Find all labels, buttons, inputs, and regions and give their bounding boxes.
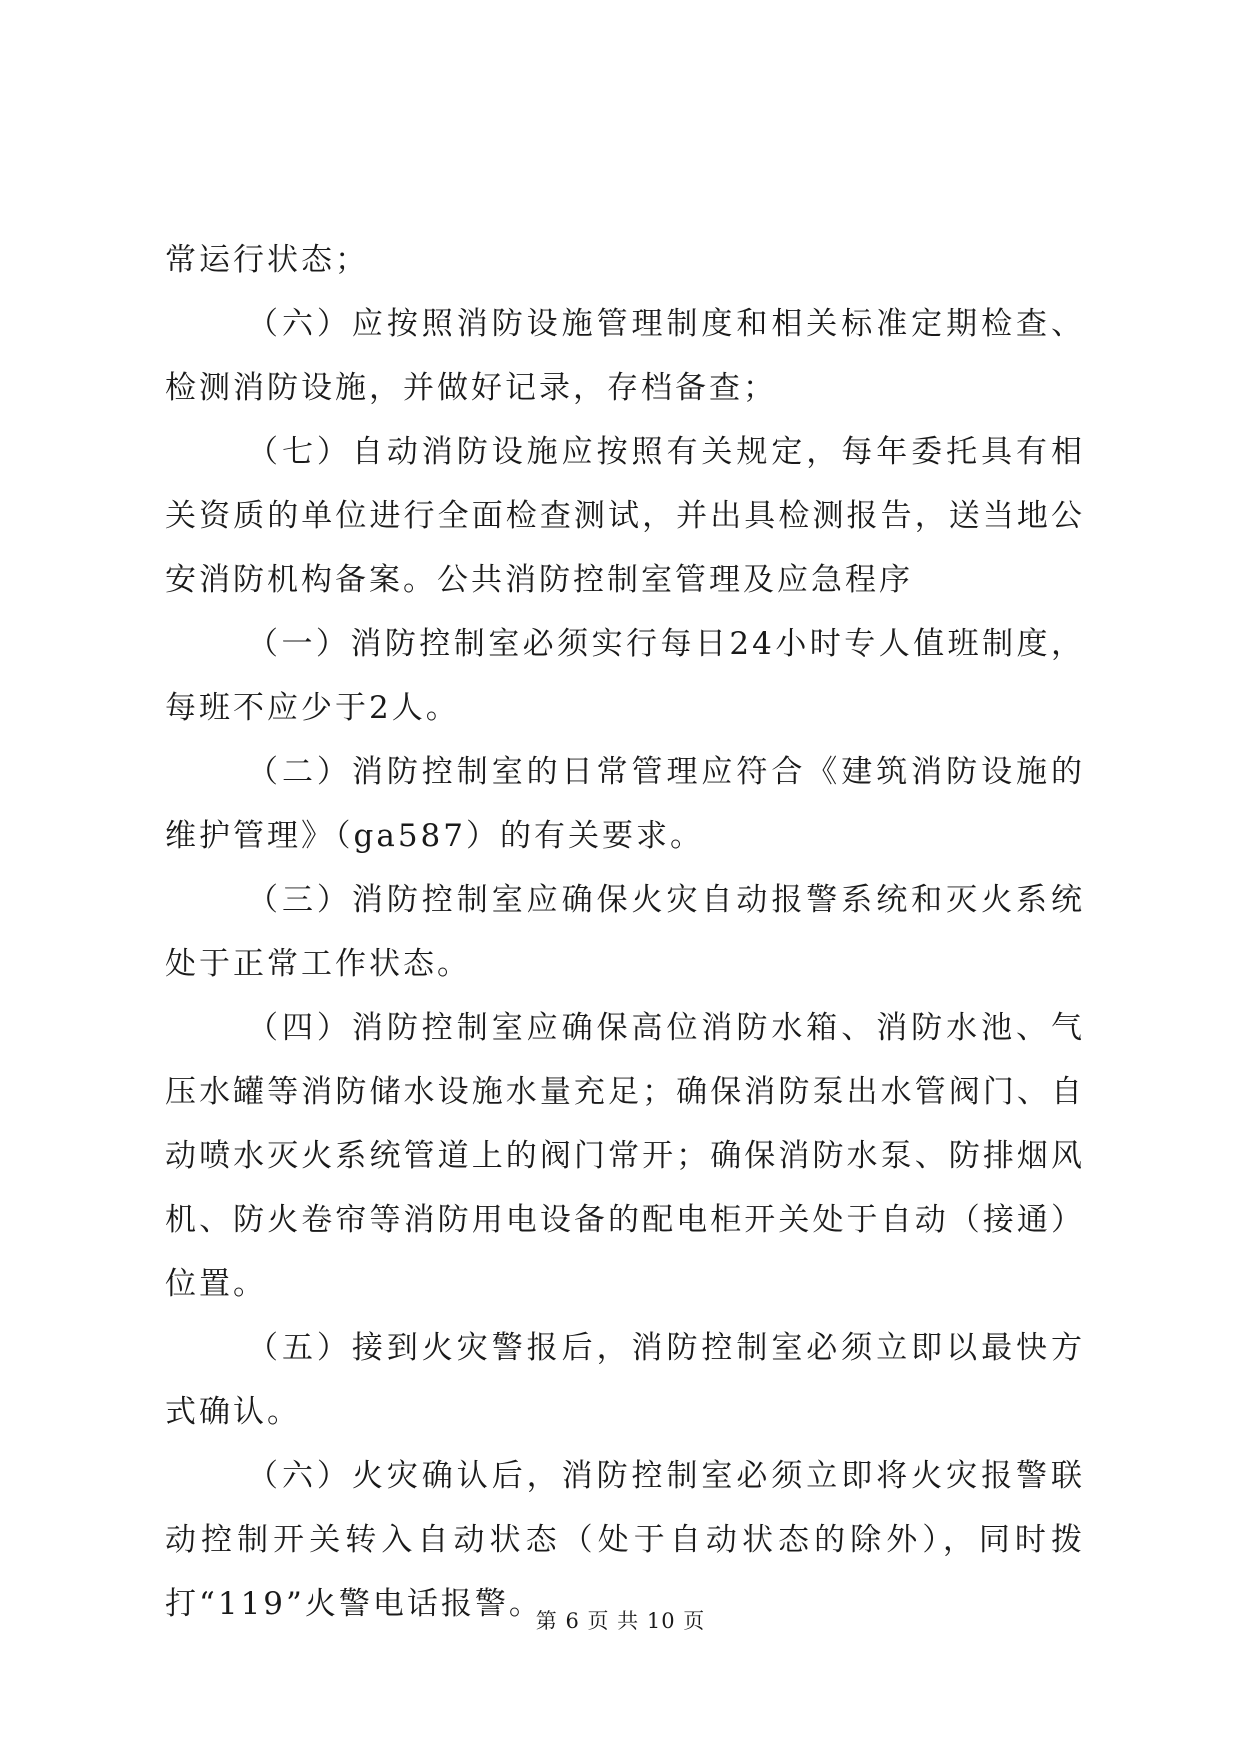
paragraph-continuation: 常运行状态； [165, 242, 369, 278]
paragraph-item-6-inspection: （六）应按照消防设施管理制度和相关标准定期检查、检测消防设施，并做好记录，存档备查； [165, 306, 1085, 406]
document-body [165, 228, 1085, 1636]
paragraph-item-2-management: （二）消防控制室的日常管理应符合《建筑消防设施的维护管理》（ga587）的有关要求。 [165, 754, 1085, 854]
paragraph-item-6-fire-response: （六）火灾确认后，消防控制室必须立即将火灾报警联动控制开关转入自动状态（处于自动状态的除外），同时拨打“119”火警电话报警。 [165, 1458, 1085, 1622]
page-number-footer: 第 6 页 共 10 页 [535, 1609, 706, 1633]
paragraph-item-3-systems: （三）消防控制室应确保火灾自动报警系统和灭火系统处于正常工作状态。 [165, 882, 1085, 982]
paragraph-item-7-automatic-facilities: （七）自动消防设施应按照有关规定，每年委托具有相关资质的单位进行全面检查测试，并出具检测报告，送当地公安消防机构备案。公共消防控制室管理及应急程序 [165, 434, 1085, 598]
paragraph-item-5-confirm-alarm: （五）接到火灾警报后，消防控制室必须立即以最快方式确认。 [165, 1330, 1085, 1430]
paragraph-item-1-duty: （一）消防控制室必须实行每日24小时专人值班制度，每班不应少于2人。 [165, 626, 1085, 726]
paragraph-item-4-water-supply: （四）消防控制室应确保高位消防水箱、消防水池、气压水罐等消防储水设施水量充足；确保消防泵出水管阀门、自动喷水灭火系统管道上的阀门常开；确保消防水泵、防排烟风机、防火卷帘等消防用电设备的配电柜开关处于自动（接通）位置。 [165, 1010, 1085, 1302]
